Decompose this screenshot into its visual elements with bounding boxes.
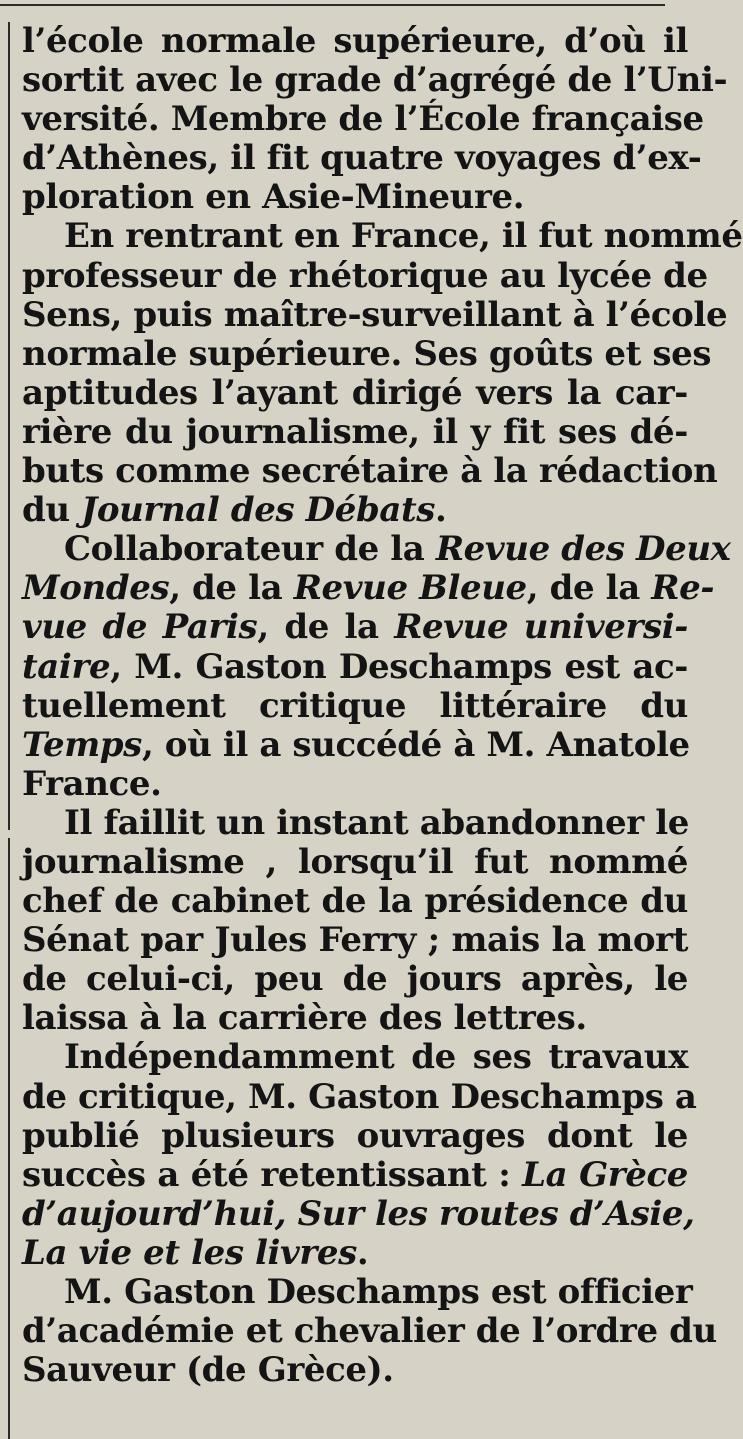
text-segment: Sénat par Jules Ferry ; mais la mort bbox=[22, 920, 688, 961]
text-segment: du bbox=[22, 490, 82, 531]
text-line bbox=[22, 333, 712, 374]
text-segment: , de la bbox=[526, 568, 652, 609]
column-rule bbox=[8, 22, 10, 830]
text-segment: journalisme , lorsqu’il fut nommé bbox=[22, 841, 688, 882]
text-segment: Il faillit un instant abandonner le bbox=[64, 802, 689, 843]
text-line bbox=[22, 1038, 688, 1077]
text-segment: professeur de rhétorique au lycée de bbox=[22, 255, 708, 296]
text-segment: , de la bbox=[257, 607, 395, 648]
text-segment: succès a été retentissant : bbox=[22, 1154, 523, 1195]
text-segment: En rentrant en France, il fut nommé bbox=[64, 216, 743, 257]
text-segment: d’Athènes, il fit quatre voyages d’ex- bbox=[22, 138, 702, 179]
text-line bbox=[22, 1311, 717, 1352]
text-line bbox=[22, 1272, 693, 1312]
column-rule bbox=[8, 838, 10, 1439]
text-line bbox=[22, 1156, 688, 1195]
text-line bbox=[22, 138, 702, 179]
italic-title: Mondes bbox=[22, 568, 170, 609]
italic-title: La vie et les livres bbox=[22, 1232, 357, 1273]
text-line bbox=[22, 726, 688, 765]
text-segment: , M. Gaston Deschamps est ac- bbox=[110, 646, 688, 687]
text-segment: M. Gaston Deschamps est officier bbox=[64, 1272, 693, 1312]
text-segment: Sens, puis maître-surveillant à l’école bbox=[22, 294, 728, 335]
text-segment: d’académie et chevalier de l’ordre du bbox=[22, 1311, 717, 1352]
text-segment: publié plusieurs ouvrages dont le bbox=[22, 1115, 688, 1156]
text-line bbox=[22, 529, 731, 570]
text-segment: . bbox=[435, 490, 447, 531]
italic-title: Revue Bleue bbox=[293, 568, 527, 609]
text-line bbox=[22, 882, 688, 921]
text-line bbox=[22, 374, 688, 413]
text-line bbox=[22, 687, 688, 726]
text-segment: ploration en Asie-Mineure. bbox=[22, 177, 525, 218]
text-segment: rière du journalisme, il y fit ses dé- bbox=[22, 411, 688, 452]
text-line bbox=[22, 568, 715, 609]
text-segment: France. bbox=[22, 763, 162, 804]
text-segment: Indépendamment de ses travaux bbox=[64, 1037, 688, 1078]
text-segment: Collaborateur de la bbox=[64, 529, 436, 570]
text-line bbox=[22, 255, 708, 296]
text-segment: , où il a succédé à M. Anatole bbox=[141, 724, 690, 765]
text-segment: buts comme secrétaire à la rédaction bbox=[22, 451, 718, 492]
text-line bbox=[22, 22, 688, 61]
text-line bbox=[22, 1076, 697, 1117]
italic-title: Revue des Deux bbox=[435, 529, 731, 570]
text-line bbox=[22, 804, 688, 843]
text-segment: sortit avec le grade d’agrégé de l’Uni- bbox=[22, 60, 728, 101]
text-line bbox=[22, 921, 688, 960]
italic-title: Revue universi- bbox=[394, 607, 688, 648]
text-line bbox=[22, 294, 728, 335]
text-segment: l’école normale supérieure, d’où il bbox=[22, 21, 688, 61]
text-segment: de celui-ci, peu de jours après, le bbox=[22, 959, 688, 1000]
text-segment: versité. Membre de l’École française bbox=[22, 99, 704, 140]
text-line bbox=[22, 99, 704, 140]
text-segment: chef de cabinet de la présidence du bbox=[22, 881, 688, 922]
text-line bbox=[22, 178, 688, 217]
italic-title: La Grèce bbox=[522, 1154, 688, 1195]
article-text bbox=[22, 21, 743, 1391]
text-line bbox=[22, 765, 688, 804]
italic-title: Journal des Débats bbox=[81, 490, 435, 531]
text-line bbox=[22, 1234, 688, 1273]
text-line bbox=[22, 608, 688, 647]
text-segment: normale supérieure. Ses goûts et ses bbox=[22, 333, 712, 374]
text-line bbox=[22, 843, 688, 882]
text-line bbox=[22, 413, 688, 452]
text-line bbox=[22, 491, 688, 530]
text-segment: Sauveur (de Grèce). bbox=[22, 1350, 394, 1391]
text-line bbox=[22, 1193, 695, 1234]
text-segment: laissa à la carrière des lettres. bbox=[22, 998, 587, 1039]
text-segment: tuellement critique littéraire du bbox=[22, 685, 688, 726]
text-line bbox=[22, 999, 688, 1038]
text-line bbox=[22, 216, 743, 257]
italic-title: Temps bbox=[22, 724, 142, 765]
italic-title: vue de Paris bbox=[22, 607, 258, 648]
text-segment: . bbox=[356, 1232, 369, 1273]
top-rule bbox=[0, 4, 665, 6]
text-line bbox=[22, 451, 718, 492]
text-line bbox=[22, 648, 688, 687]
italic-title: Re- bbox=[651, 568, 715, 609]
text-segment: , de la bbox=[169, 568, 294, 609]
text-line bbox=[22, 1117, 688, 1156]
italic-title: d’aujourd’hui, Sur les routes d’Asie, bbox=[22, 1193, 695, 1234]
text-segment: de critique, M. Gaston Deschamps a bbox=[22, 1076, 697, 1117]
italic-title: taire bbox=[22, 646, 111, 687]
text-line bbox=[22, 960, 688, 999]
text-segment: aptitudes l’ayant dirigé vers la car- bbox=[22, 372, 688, 413]
text-line bbox=[22, 1351, 688, 1390]
text-line bbox=[22, 60, 728, 101]
